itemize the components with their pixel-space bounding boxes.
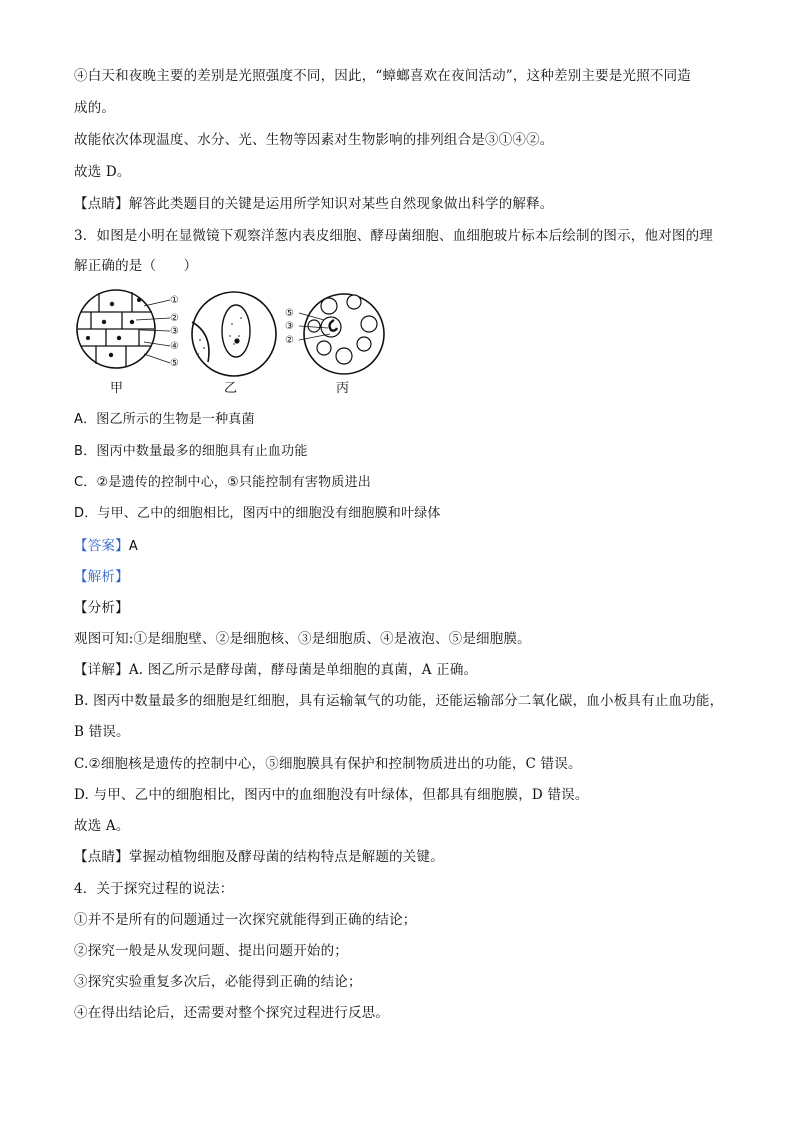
- onion-cells-diagram: [77, 290, 179, 396]
- blood-cells-diagram: [285, 294, 384, 396]
- detail-tag: 【详解】: [74, 662, 129, 678]
- figure-label-yi: 乙: [224, 381, 238, 396]
- yeast-cell-diagram: [192, 292, 276, 396]
- statement-2: ②探究一般是从发现问题、提出问题开始的；: [74, 943, 348, 959]
- text-line: 故选 D。: [74, 164, 131, 180]
- question-4-stem: 4．关于探究过程的说法：: [74, 881, 234, 897]
- analysis-tag: 【解析】: [74, 569, 129, 585]
- question-3-stem-cont: 解正确的是（ ）: [74, 258, 198, 274]
- text-line: ④白天和夜晚主要的差别是光照强度不同，因此，“蟑螂喜欢在夜间活动”，这种差别主要是光照不同造: [74, 68, 692, 84]
- text-line: 成的。: [74, 100, 116, 116]
- answer-tag: 【答案】: [74, 538, 129, 554]
- figure-label-jia: 甲: [110, 381, 124, 396]
- answer-value: A: [128, 539, 138, 554]
- label-num: ②: [285, 335, 294, 346]
- cell-figure: [74, 284, 394, 400]
- detail-text: A. 图乙所示是酵母菌，酵母菌是单细胞的真菌，A 正确。: [128, 662, 478, 678]
- text-line: 故选 A。: [74, 818, 130, 834]
- detail-line: [74, 660, 734, 680]
- label-num: ④: [170, 341, 179, 352]
- tip-tag: 【点睛】: [74, 196, 129, 212]
- tip-line: [74, 847, 734, 867]
- question-3-stem: 3．如图是小明在显微镜下观察洋葱内表皮细胞、酵母菌细胞、血细胞玻片标本后绘制的图示，他对图的理: [74, 228, 713, 244]
- label-num: ⑤: [285, 308, 294, 319]
- text-line: 故能依次体现温度、水分、光、生物等因素对生物影响的排列组合是③①④②。: [74, 132, 554, 148]
- text-line: D. 与甲、乙中的细胞相比，图丙中的血细胞没有叶绿体，但都具有细胞膜，D 错误。: [74, 787, 589, 803]
- tip-text: 解答此类题目的关键是运用所学知识对某些自然现象做出科学的解释。: [128, 196, 554, 212]
- figure-label-bing: 丙: [336, 381, 350, 396]
- statement-3: ③探究实验重复多次后，必能得到正确的结论；: [74, 974, 362, 990]
- label-num: ②: [170, 313, 179, 324]
- label-num: ③: [285, 321, 294, 332]
- tip-line: [74, 194, 734, 214]
- option-b: B．图丙中数量最多的细胞具有止血功能: [74, 444, 308, 459]
- statement-1: ①并不是所有的问题通过一次探究就能得到正确的结论；: [74, 912, 417, 928]
- option-a: A．图乙所示的生物是一种真菌: [74, 412, 255, 427]
- label-num: ③: [170, 326, 179, 337]
- analysis-subhead: 【分析】: [74, 600, 129, 616]
- tip-text: 掌握动植物细胞及酵母菌的结构特点是解题的关键。: [128, 849, 444, 865]
- text-line: C.②细胞核是遗传的控制中心，⑤细胞膜具有保护和控制物质进出的功能，C 错误。: [74, 756, 582, 772]
- option-c: C．②是遗传的控制中心，⑤只能控制有害物质进出: [74, 475, 371, 490]
- text-line: 观图可知:①是细胞壁、②是细胞核、③是细胞质、④是液泡、⑤是细胞膜。: [74, 631, 531, 647]
- answer-line: [74, 536, 734, 557]
- label-num: ⑤: [170, 358, 179, 369]
- text-line: B. 图丙中数量最多的细胞是红细胞，具有运输氧气的功能，还能运输部分二氧化碳，血小板具有止血功能，: [74, 693, 724, 709]
- tip-tag: 【点睛】: [74, 849, 129, 865]
- text-line: B 错误。: [74, 724, 130, 740]
- statement-4: ④在得出结论后，还需要对整个探究过程进行反思。: [74, 1005, 390, 1021]
- label-num: ①: [170, 295, 179, 306]
- option-d: D．与甲、乙中的细胞相比，图丙中的细胞没有细胞膜和叶绿体: [74, 506, 441, 521]
